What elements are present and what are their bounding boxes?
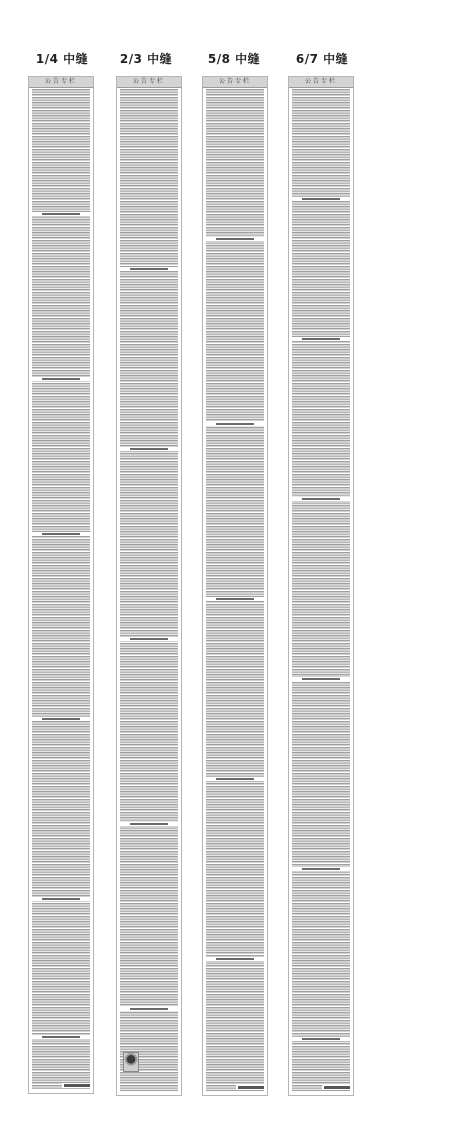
obituary-portrait-photo — [123, 1052, 139, 1072]
notice-text-block — [32, 89, 90, 1089]
section-divider — [32, 212, 90, 216]
section-divider — [206, 597, 264, 601]
notice-column-2-3 — [116, 76, 182, 1096]
section-divider — [292, 337, 350, 341]
section-divider — [32, 897, 90, 901]
section-divider — [120, 1007, 178, 1011]
signoff-line — [236, 1085, 264, 1090]
section-divider — [120, 637, 178, 641]
section-divider — [120, 267, 178, 271]
section-divider — [120, 447, 178, 451]
section-divider — [206, 957, 264, 961]
column-title-5-8: 5/8 中缝 — [207, 52, 261, 66]
column-title-6-7: 6/7 中缝 — [295, 52, 349, 66]
section-divider — [206, 777, 264, 781]
section-divider — [292, 497, 350, 501]
signoff-line — [322, 1085, 350, 1090]
section-divider — [120, 822, 178, 826]
section-divider — [32, 717, 90, 721]
column-header: 公告专栏 — [29, 77, 93, 88]
section-divider — [292, 677, 350, 681]
notice-text-block — [292, 89, 350, 1091]
section-divider — [206, 237, 264, 241]
notice-column-5-8 — [202, 76, 268, 1096]
section-divider — [32, 377, 90, 381]
column-header: 公告专栏 — [203, 77, 267, 88]
column-title-1-4: 1/4 中缝 — [35, 52, 89, 66]
notice-text-block — [120, 89, 178, 1091]
notice-column-1-4 — [28, 76, 94, 1094]
column-title-2-3: 2/3 中缝 — [119, 52, 173, 66]
section-divider — [206, 422, 264, 426]
column-header: 公告专栏 — [117, 77, 181, 88]
section-divider — [292, 1037, 350, 1041]
section-divider — [32, 532, 90, 536]
section-divider — [32, 1035, 90, 1039]
section-divider — [292, 867, 350, 871]
signoff-line — [62, 1083, 90, 1088]
notice-column-6-7 — [288, 76, 354, 1096]
section-divider — [292, 197, 350, 201]
column-header: 公告专栏 — [289, 77, 353, 88]
